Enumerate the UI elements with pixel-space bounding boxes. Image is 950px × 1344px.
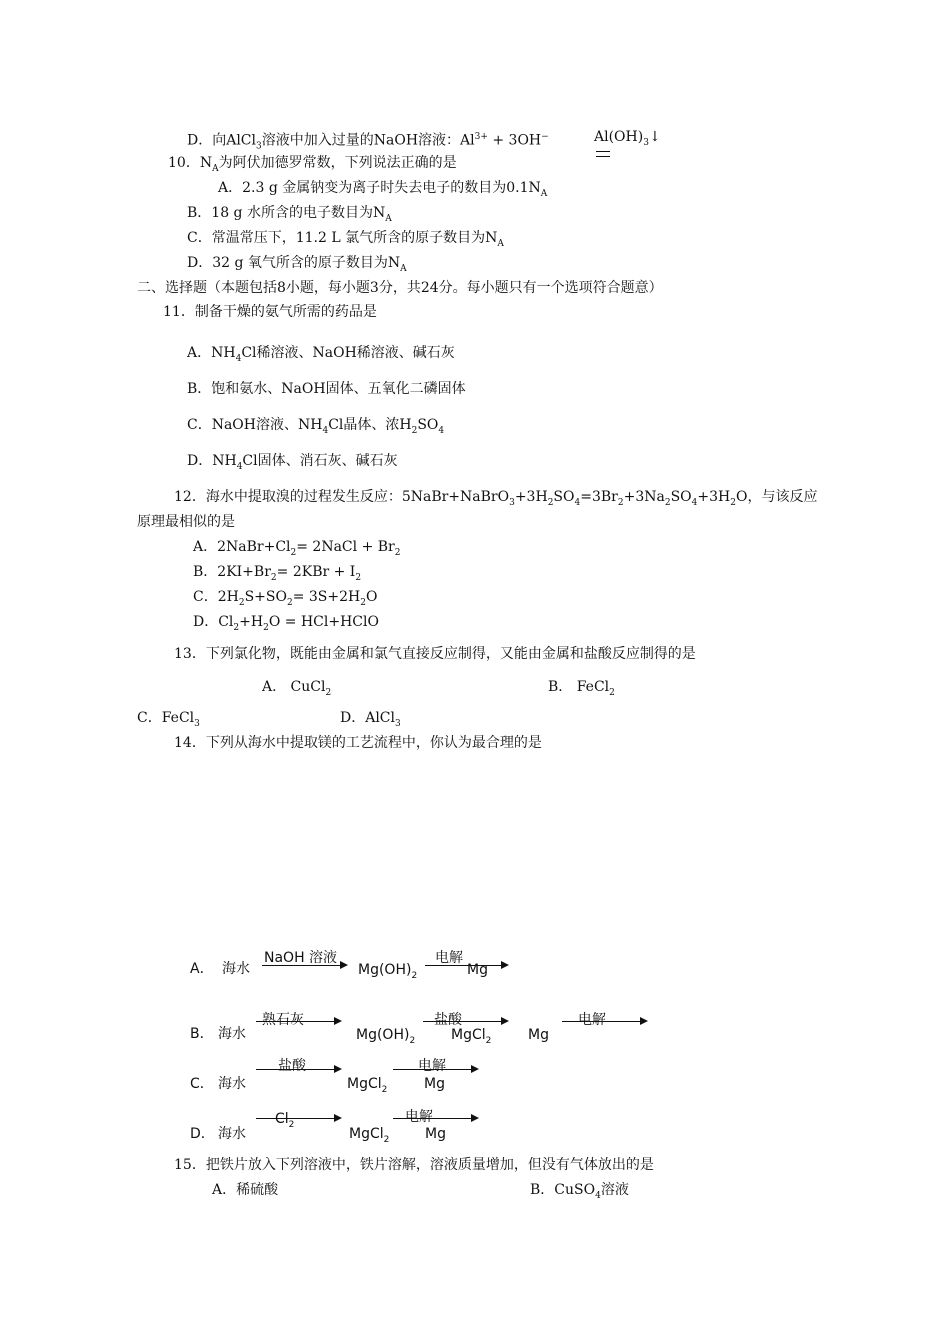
arrow-icon [256, 1021, 340, 1022]
option-letter: C． [190, 1076, 214, 1092]
q12-option-c: C．$2H_2S+SO_2= 3S+2H_2O$ [193, 589, 378, 608]
source-label: 海水 [218, 1026, 246, 1042]
arrow-icon [256, 1069, 340, 1070]
arrow-icon [562, 1021, 646, 1022]
reagent-label: $Cl_2$ [275, 1111, 295, 1130]
q12-stem-line2: 原理最相似的是 [137, 514, 235, 530]
arrow-icon [256, 1118, 340, 1119]
reagent-label: 盐酸 [278, 1058, 306, 1074]
section-heading: 二、选择题（本题包括8小题，每小题3分，共24分。每小题只有一个选项符合题意） [137, 280, 663, 296]
reagent-label: 电解 [435, 950, 463, 966]
q10-option-a: A．2.3 g 金属钠变为离子时失去电子的数目为$0.1N_A$ [218, 180, 548, 199]
q9-option-d: D．向AlCl$_3$溶液中加入过量的NaOH溶液：$Al^{3+} + 3OH^-$ [187, 132, 549, 152]
q9-option-d-product: $Al(OH)_3↓$ [594, 129, 661, 148]
q13-option-c: C．FeCl$_3$ [137, 710, 200, 729]
q13-option-d: D．AlCl$_3$ [340, 710, 401, 729]
q12-option-d: D．$Cl_2+H_2O$ = HCl+HClO [193, 614, 379, 633]
reagent-label: NaOH 溶液 [264, 950, 338, 966]
product-label: MgCl$_2$ [347, 1076, 388, 1095]
arrow-icon [393, 1069, 477, 1070]
arrow-icon [393, 1118, 477, 1119]
product-label: $Mg(OH)_2$ [356, 1027, 416, 1046]
product-label: $Mg(OH)_2$ [358, 962, 418, 981]
q10-option-d: D．32 g 氧气所含的原子数目为$N_A$ [187, 255, 407, 274]
q13-option-b: B． FeCl$_2$ [548, 679, 615, 698]
product-label: Mg [528, 1027, 549, 1043]
q11-option-d: D．$NH_4Cl$固体、消石灰、碱石灰 [187, 453, 398, 472]
product-label: Mg [425, 1126, 446, 1142]
q15-option-b: B．CuSO$_4$溶液 [530, 1182, 629, 1201]
q13-stem: 13．下列氯化物，既能由金属和氯气直接反应制得，又能由金属和盐酸反应制得的是 [174, 646, 696, 662]
q10-option-c: C．常温常压下，11.2 L 氯气所含的原子数目为$N_A$ [187, 230, 504, 249]
q11-stem: 11．制备干燥的氨气所需的药品是 [163, 304, 377, 320]
q10-option-b: B．18 g 水所含的电子数目为$N_A$ [187, 205, 392, 224]
q15-option-a: A．稀硫酸 [212, 1182, 279, 1198]
source-label: 海水 [222, 961, 250, 977]
q12-stem-line1: 12．海水中提取溴的过程发生反应：$5NaBr+NaBrO_3+3H_2SO_4=3Br_2+3Na_2SO_4+3H_2O$，与该反应 [174, 489, 818, 508]
option-letter: A． [190, 961, 214, 977]
option-letter: B． [190, 1026, 214, 1042]
reagent-label: 电解 [418, 1058, 446, 1074]
q13-option-a: A． CuCl$_2$ [262, 679, 332, 698]
q11-option-c: C．NaOH溶液、$NH_4Cl$晶体、浓$H_2SO_4$ [187, 417, 445, 436]
source-label: 海水 [218, 1126, 246, 1142]
q14-stem: 14．下列从海水中提取镁的工艺流程中，你认为最合理的是 [174, 735, 542, 751]
q15-stem: 15．把铁片放入下列溶液中，铁片溶解，溶液质量增加，但没有气体放出的是 [174, 1157, 654, 1173]
q11-option-b: B．饱和氨水、NaOH固体、五氧化二磷固体 [187, 381, 466, 397]
q11-option-a: A．$NH_4Cl$稀溶液、NaOH稀溶液、碱石灰 [187, 345, 455, 364]
q10-stem: 10．$N_A$为阿伏加德罗常数，下列说法正确的是 [168, 155, 457, 174]
product-label: MgCl$_2$ [451, 1027, 492, 1046]
product-label: Mg [467, 962, 488, 978]
reagent-label: 电解 [405, 1109, 433, 1125]
q12-option-b: B．$2KI+Br_2= 2KBr + I_2$ [193, 564, 362, 583]
arrow-icon [262, 965, 346, 966]
arrow-icon [425, 965, 507, 966]
equals-sign-icon [596, 151, 610, 157]
reagent-label: 盐酸 [434, 1012, 462, 1028]
product-label: MgCl$_2$ [349, 1126, 390, 1145]
q12-option-a: A．$2NaBr+Cl_2=$ 2NaCl + $Br_2$ [193, 539, 401, 558]
reagent-label: 电解 [578, 1012, 606, 1028]
source-label: 海水 [218, 1076, 246, 1092]
option-letter: D． [190, 1126, 215, 1142]
reagent-label: 熟石灰 [262, 1012, 304, 1028]
arrow-icon [423, 1021, 507, 1022]
product-label: Mg [424, 1076, 445, 1092]
